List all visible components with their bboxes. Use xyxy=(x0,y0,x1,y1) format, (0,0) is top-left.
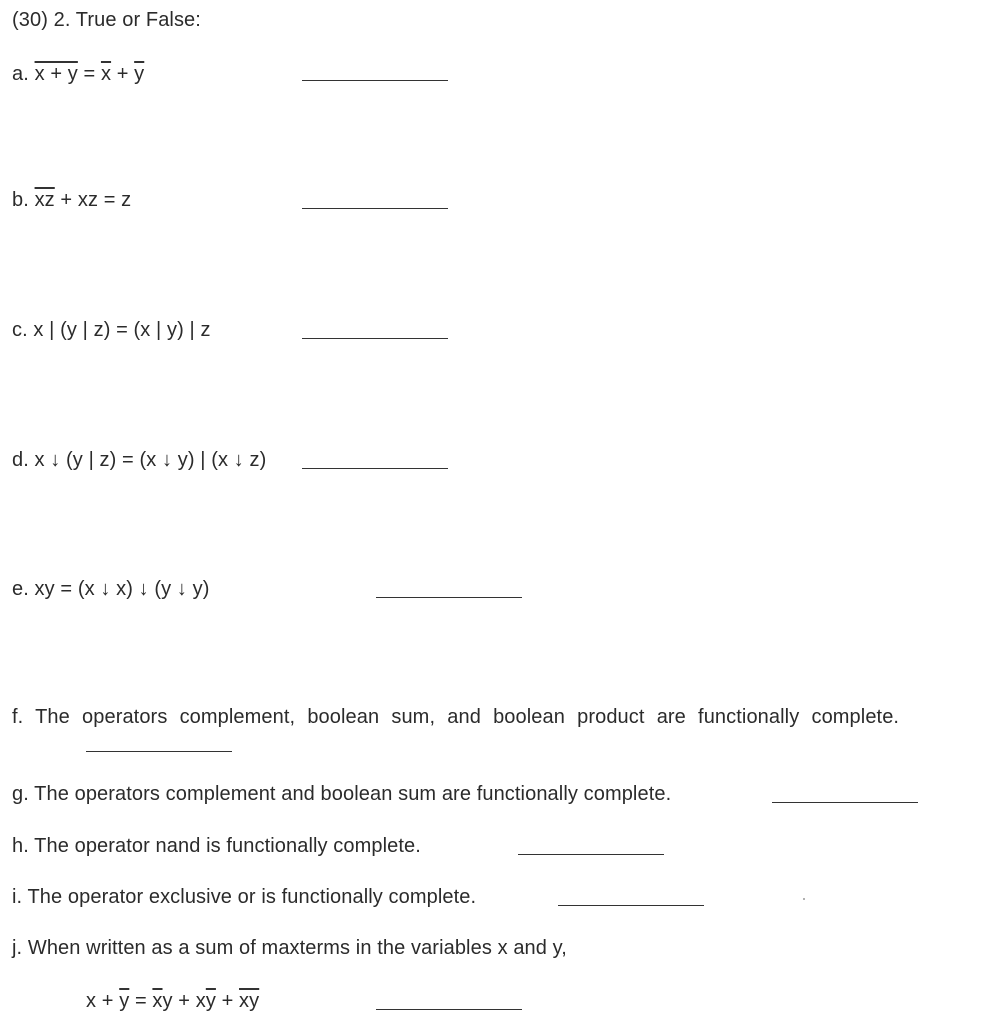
item-a-expr-4: $\overline{y}$ xyxy=(134,63,145,85)
item-a-expr-2: $\overline{x}$ xyxy=(100,63,112,85)
item-a-expr-3: + xyxy=(111,63,135,85)
answer-blank-c[interactable] xyxy=(302,338,448,339)
item-d: d. x ↓ (y | z) = (x ↓ y) | (x ↓ z) xyxy=(12,449,267,471)
item-f: f. The operators complement, boolean sum, and boolean product are functionally complete. xyxy=(12,706,900,728)
item-b-expr-0: $\overline{xz}$ xyxy=(34,189,55,211)
item-i: i. The operator exclusive or is functionally complete. xyxy=(12,886,477,908)
question-header: (30) 2. True or False: xyxy=(12,9,201,31)
item-j-expr-1: $\overline{y}$ xyxy=(119,990,130,1012)
item-j-expr-6: + xyxy=(215,990,240,1012)
item-b xyxy=(12,188,131,212)
answer-blank-b[interactable] xyxy=(302,208,448,209)
item-a-expr-1: = xyxy=(77,63,101,85)
item-h: h. The operator nand is functionally complete. xyxy=(12,835,421,857)
answer-blank-g[interactable] xyxy=(772,802,918,803)
answer-blank-f[interactable] xyxy=(86,751,232,752)
item-b-label: b. xyxy=(12,189,29,211)
item-e: e. xy = (x ↓ x) ↓ (y ↓ y) xyxy=(12,578,210,600)
answer-blank-e[interactable] xyxy=(376,597,522,598)
item-a-label: a. xyxy=(12,63,29,85)
item-j: j. When written as a sum of maxterms in the variables x and y, xyxy=(12,937,567,959)
answer-blank-d[interactable] xyxy=(302,468,448,469)
item-j-expr-7: $\overline{xy}$ xyxy=(239,990,260,1012)
item-c: c. x | (y | z) = (x | y) | z xyxy=(12,319,211,341)
item-a xyxy=(12,62,144,86)
item-j-expr-0: x + xyxy=(86,990,120,1012)
answer-blank-a[interactable] xyxy=(302,80,448,81)
answer-blank-j[interactable] xyxy=(376,1009,522,1010)
item-a-expr-0: x + y xyxy=(34,63,78,85)
item-g: g. The operators complement and boolean sum are functionally complete. xyxy=(12,783,672,805)
answer-blank-h[interactable] xyxy=(518,854,664,855)
item-j-expr-4: y + x xyxy=(162,990,206,1012)
item-b-expr-1: + xz = z xyxy=(54,189,132,211)
item-j-expression xyxy=(86,989,259,1013)
item-j-expr-3: $\overline{x}$ xyxy=(152,990,163,1012)
item-j-expr-2: = xyxy=(129,990,153,1012)
answer-blank-i[interactable] xyxy=(558,905,704,906)
scan-speck xyxy=(803,898,805,900)
item-j-expr-5: $\overline{y}$ xyxy=(205,990,216,1012)
